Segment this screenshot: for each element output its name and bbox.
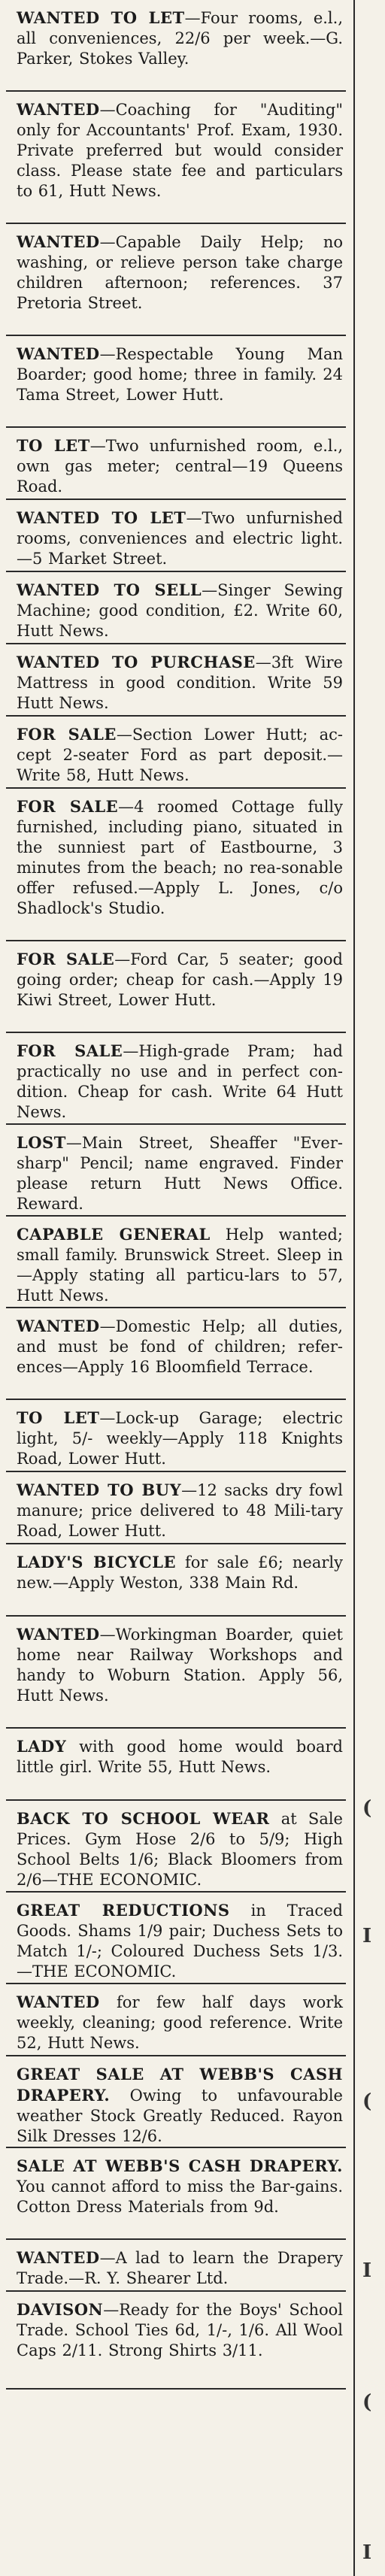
- classified-ad: [6, 1729, 346, 1801]
- ad-heading: FOR SALE: [17, 725, 117, 744]
- ad-heading: BACK TO SCHOOL WEAR: [17, 1809, 270, 1828]
- ad-body: —Two unfurnished rooms, conveniences and electric light.—5 Market Street.: [17, 509, 343, 568]
- margin-fragment: I: [362, 2541, 372, 2564]
- adjacent-column-edge: [356, 0, 385, 2576]
- ad-body: —Capable Daily Help; no washing, or relieve person take charge children afternoon; references. 37 Pretoria Street.: [17, 233, 343, 312]
- ad-heading: LOST: [17, 1133, 66, 1152]
- ad-heading: WANTED TO PURCHASE: [17, 653, 256, 671]
- ad-heading: FOR SALE: [17, 797, 119, 816]
- ad-heading: WANTED: [17, 100, 100, 119]
- ad-text: [17, 949, 343, 1011]
- classified-ad: [6, 1801, 346, 1893]
- ad-body: —Respectable Young Man Boarder; good home; three in family. 24 Tama Street, Lower Hutt.: [17, 345, 343, 404]
- ad-text: [17, 652, 343, 714]
- ad-text: [17, 1552, 343, 1593]
- classified-ad: [6, 428, 346, 500]
- ad-text: [17, 344, 343, 405]
- ad-text: [17, 435, 343, 497]
- classified-ad: [6, 336, 346, 428]
- ad-body: at Sale Prices. Gym Hose 2/6 to 5/9; High School Belts 1/6; Black Bloomers from 2/6—THE ECONOMIC.: [17, 1810, 343, 1889]
- ad-heading: WANTED: [17, 232, 100, 251]
- ad-text: [17, 1808, 343, 1890]
- classified-ads-column: [6, 0, 355, 2576]
- margin-fragment: I: [362, 2259, 372, 2282]
- ad-heading: FOR SALE: [17, 950, 115, 968]
- classified-ad: [6, 1033, 346, 1125]
- ad-text: [17, 1041, 343, 1123]
- ad-heading: WANTED: [17, 344, 100, 363]
- classified-ad: [6, 2148, 346, 2240]
- ad-heading: WANTED TO BUY: [17, 1480, 182, 1499]
- ad-body: —Lock-up Garage; electric light, 5/- weekly—Apply 118 Knights Road, Lower Hutt.: [17, 1409, 343, 1468]
- ad-heading: DAVISON: [17, 2300, 104, 2319]
- ad-body: —Section Lower Hutt; ac-cept 2-seater Ford as part deposit.—Write 58, Hutt News.: [17, 726, 344, 784]
- ad-body: You cannot afford to miss the Bar-gains. Cotton Dress Materials from 9d.: [17, 2177, 343, 2216]
- classified-ad: [6, 1308, 346, 1400]
- classified-ad: [6, 1617, 346, 1729]
- ad-heading: GREAT REDUCTIONS: [17, 1901, 230, 1920]
- classified-ad: [6, 500, 346, 572]
- classified-ad: [6, 92, 346, 224]
- classified-ad: [6, 941, 346, 1033]
- ad-text: [17, 1736, 343, 1777]
- classified-ad: [6, 644, 346, 717]
- ad-body: —Singer Sewing Machine; good condition, £2. Write 60, Hutt News.: [17, 581, 344, 640]
- ad-heading: LADY: [17, 1737, 67, 1756]
- ad-body: Owing to unfavourable weather Stock Greatly Reduced. Rayon Silk Dresses 12/6.: [17, 2087, 343, 2145]
- ad-body: —Domestic Help; all duties, and must be fond of children; refer-ences—Apply 16 Bloomfield Terrace.: [17, 1317, 343, 1376]
- classified-ad: [6, 1400, 346, 1472]
- classified-ad: [6, 1544, 346, 1617]
- ad-heading: WANTED: [17, 1317, 100, 1335]
- classified-ad: [6, 1472, 346, 1544]
- classified-ad: [6, 224, 346, 336]
- ad-body: —4 roomed Cottage fully furnished, including piano, situated in the sunniest part of Eastbourne, 3 minutes from the beach; no rea-sonable offer refused.—Apply L. Jones, c/o Shadlock's Studio.: [17, 798, 343, 917]
- ad-text: [17, 1624, 343, 1706]
- ad-text: [17, 1480, 343, 1541]
- ad-text: [17, 1900, 343, 1982]
- ad-heading: WANTED: [17, 2248, 100, 2267]
- ad-heading: TO LET: [17, 436, 90, 455]
- ad-heading: CAPABLE GENERAL: [17, 1225, 211, 1244]
- ad-heading: SALE AT WEBB'S CASH DRAPERY.: [17, 2156, 343, 2175]
- ad-text: [17, 1132, 343, 1214]
- ad-body: with good home would board little girl. Write 55, Hutt News.: [17, 1738, 343, 1776]
- ad-body: for sale £6; nearly new.—Apply Weston, 338 Main Rd.: [17, 1553, 343, 1592]
- ad-text: [17, 8, 343, 69]
- ad-body: —Main Street, Sheaffer "Ever-sharp" Pencil; name engraved. Finder please return Hutt News Office. Reward.: [17, 1134, 343, 1213]
- classified-ad: [6, 717, 346, 789]
- margin-fragment: (: [362, 2391, 372, 2414]
- ad-body: —Ford Car, 5 seater; good going order; cheap for cash.—Apply 19 Kiwi Street, Lower Hutt.: [17, 950, 343, 1009]
- ad-text: [17, 2247, 343, 2289]
- ad-text: [17, 2156, 343, 2217]
- classified-ad: [6, 1984, 346, 2056]
- classified-ad: [6, 1125, 346, 1217]
- classified-ad: [6, 2056, 346, 2148]
- ad-text: [17, 1992, 343, 2053]
- ad-text: [17, 2064, 343, 2147]
- ad-text: [17, 724, 343, 786]
- classified-ad: [6, 1893, 346, 1984]
- ad-heading: WANTED: [17, 1993, 100, 2011]
- classified-ad: [6, 2292, 346, 2390]
- ad-body: —High-grade Pram; had practically no use and in perfect con-dition. Cheap for cash. Write 64 Hutt News.: [17, 1042, 344, 1121]
- ad-body: for few half days work weekly, cleaning; good reference. Write 52, Hutt News.: [17, 1993, 343, 2052]
- ad-heading: TO LET: [17, 1408, 100, 1427]
- ad-text: [17, 508, 343, 569]
- ad-body: —Two unfurnished room, e.l., own gas meter; central—19 Queens Road.: [17, 437, 343, 496]
- ad-heading: WANTED TO SELL: [17, 580, 202, 599]
- ad-body: —Ready for the Boys' School Trade. School Ties 6d, 1/-, 1/6. All Wool Caps 2/11. Strong Shirts 3/11.: [17, 2301, 343, 2359]
- margin-fragment: I: [362, 1925, 372, 1947]
- classified-ad: [6, 0, 346, 92]
- margin-fragment: (: [362, 2090, 372, 2113]
- ad-body: —12 sacks dry fowl manure; price delivered to 48 Mili-tary Road, Lower Hutt.: [17, 1481, 344, 1540]
- ad-text: [17, 1224, 343, 1306]
- ad-body: —Coaching for "Auditing" only for Accountants' Prof. Exam, 1930. Private preferred but would consider class. Please state fee and particulars to 61, Hutt News.: [17, 101, 343, 200]
- ad-text: [17, 580, 343, 641]
- classified-ad: [6, 789, 346, 941]
- ad-body: in Traced Goods. Shams 1/9 pair; Duchess Sets to Match 1/-; Coloured Duchess Sets 1/3.—THE ECONOMIC.: [17, 1902, 343, 1980]
- ad-heading: LADY'S BICYCLE: [17, 1553, 176, 1571]
- classified-ad: [6, 572, 346, 644]
- ad-body: —3ft Wire Mattress in good condition. Write 59 Hutt News.: [17, 653, 343, 712]
- classified-ad: [6, 1217, 346, 1308]
- ad-text: [17, 1408, 343, 1469]
- ad-heading: GREAT SALE AT WEBB'S CASH DRAPERY.: [17, 2065, 343, 2105]
- ad-heading: WANTED TO LET: [17, 508, 186, 527]
- ad-text: [17, 232, 343, 314]
- ad-heading: WANTED TO LET: [17, 8, 185, 27]
- ad-body: —Workingman Boarder, quiet home near Railway Workshops and handy to Woburn Station. Apply 56, Hutt News.: [17, 1626, 343, 1705]
- ad-text: [17, 1316, 343, 1377]
- classified-ad: [6, 2240, 346, 2292]
- ad-heading: FOR SALE: [17, 1041, 123, 1060]
- ad-text: [17, 796, 343, 919]
- ad-heading: WANTED: [17, 1625, 100, 1644]
- margin-fragment: (: [362, 1797, 372, 1820]
- ad-body: —Four rooms, e.l., all conveniences, 22/6 per week.—G. Parker, Stokes Valley.: [17, 9, 344, 68]
- ad-text: [17, 2299, 343, 2361]
- ad-body: Help wanted; small family. Brunswick Street. Sleep in—Apply stating all particu-lars to 57, Hutt News.: [17, 1226, 343, 1305]
- ad-text: [17, 99, 343, 202]
- ad-body: —A lad to learn the Drapery Trade.—R. Y. Shearer Ltd.: [17, 2249, 343, 2287]
